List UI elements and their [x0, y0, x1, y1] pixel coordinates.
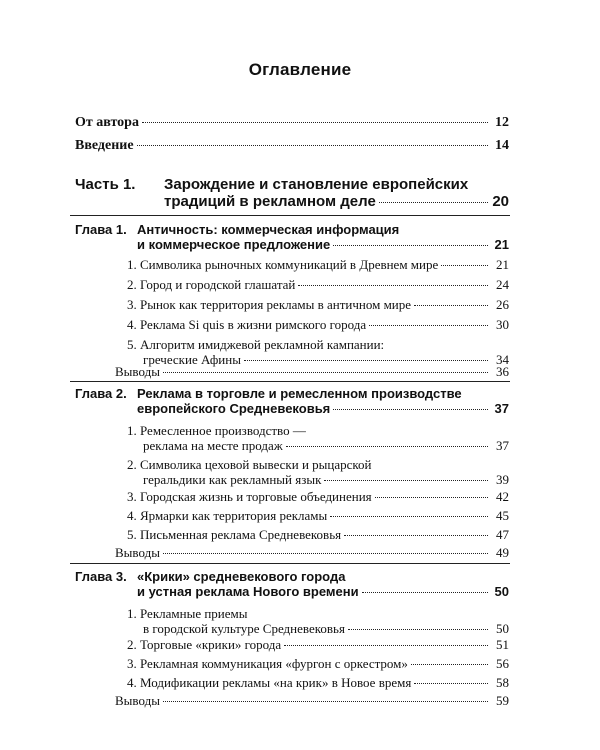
- section-title-line2: в городской культуре Средневековья: [143, 621, 345, 636]
- leader-dots: [375, 497, 488, 498]
- toc-section[interactable]: [127, 297, 509, 312]
- leader-dots: [379, 202, 488, 203]
- section-title: 3. Рынок как территория рекламы в античном мире: [127, 297, 412, 312]
- leader-dots: [142, 122, 488, 123]
- toc-entry-text: От автора: [75, 115, 139, 130]
- section-title-line1: 5. Алгоритм имиджевой рекламной кампании:: [127, 337, 385, 352]
- leader-dots: [284, 645, 488, 646]
- leader-dots: [333, 245, 488, 246]
- section-title-line2: геральдики как рекламный язык: [143, 472, 322, 487]
- toc-section[interactable]: [127, 457, 509, 487]
- leader-dots: [137, 145, 488, 146]
- toc-page-number: 34: [496, 352, 509, 367]
- section-title: 3. Рекламная коммуникация «фургон с оркестром»: [127, 656, 408, 671]
- section-title: 2. Торговые «крики» города: [127, 637, 282, 652]
- toc-page-number: 59: [496, 693, 509, 708]
- toc-page-number: 36: [496, 364, 509, 379]
- section-title: 2. Город и городской глашатай: [127, 277, 296, 292]
- leader-dots: [163, 372, 488, 373]
- toc-section[interactable]: [127, 637, 509, 652]
- toc-conclusion[interactable]: [115, 364, 509, 379]
- toc-page-number: 50: [496, 621, 509, 636]
- toc-chapter-3[interactable]: [75, 569, 509, 599]
- toc-section[interactable]: [127, 277, 509, 292]
- page-title: Оглавление: [248, 60, 352, 79]
- toc-page-number: 58: [496, 675, 509, 690]
- toc-page-number: 56: [496, 656, 509, 671]
- section-title: 3. Городская жизнь и торговые объединения: [127, 489, 372, 504]
- toc-page-number: 37: [496, 438, 509, 453]
- divider: [70, 215, 510, 216]
- toc-section[interactable]: [127, 508, 509, 523]
- section-title: 5. Письменная реклама Средневековья: [127, 527, 342, 542]
- section-title-line2: реклама на месте продаж: [143, 438, 283, 453]
- toc-page-number: 12: [495, 115, 509, 130]
- leader-dots: [348, 629, 488, 630]
- toc-section[interactable]: [127, 675, 509, 690]
- leader-dots: [344, 535, 488, 536]
- conclusion-text: Выводы: [115, 545, 160, 560]
- leader-dots: [244, 360, 488, 361]
- toc-page-number: 21: [496, 257, 509, 272]
- leader-dots: [369, 325, 488, 326]
- toc-part-1[interactable]: [75, 176, 509, 210]
- toc-page-number: 14: [495, 138, 509, 153]
- section-title: 4. Реклама Si quis в жизни римского города: [127, 317, 367, 332]
- section-title: 4. Модификации рекламы «на крик» в Новое время: [127, 675, 412, 690]
- toc-section[interactable]: [127, 337, 509, 367]
- leader-dots: [441, 265, 488, 266]
- toc-chapter-2[interactable]: [75, 386, 509, 416]
- toc-section[interactable]: [127, 257, 509, 272]
- toc-conclusion[interactable]: [115, 693, 509, 708]
- toc-page-number: 42: [496, 489, 509, 504]
- conclusion-text: Выводы: [115, 693, 160, 708]
- leader-dots: [362, 592, 488, 593]
- toc-entry-text: Введение: [75, 138, 134, 153]
- chapter-label: Глава 2.: [75, 386, 127, 401]
- toc-page-number: 21: [494, 237, 509, 252]
- section-title: 1. Символика рыночных коммуникаций в Древнем мире: [127, 257, 439, 272]
- part-title-line1: Зарождение и становление европейских: [164, 176, 469, 193]
- section-title-line1: 1. Ремесленное производство —: [127, 423, 306, 438]
- leader-dots: [298, 285, 488, 286]
- toc-page-number: 24: [496, 277, 509, 292]
- divider: [70, 563, 510, 564]
- chapter-label: Глава 1.: [75, 222, 127, 237]
- leader-dots: [286, 446, 488, 447]
- leader-dots: [414, 683, 488, 684]
- toc-page-number: 49: [496, 545, 509, 560]
- chapter-label: Глава 3.: [75, 569, 127, 584]
- section-title: 4. Ярмарки как территория рекламы: [127, 508, 328, 523]
- toc-chapter-1[interactable]: [75, 222, 509, 252]
- section-title-line1: 2. Символика цеховой вывески и рыцарской: [127, 457, 372, 472]
- toc-entry-author[interactable]: [75, 115, 509, 131]
- toc-section[interactable]: [127, 423, 509, 453]
- toc-page-number: 39: [496, 472, 509, 487]
- chapter-title-line1: «Крики» средневекового города: [137, 569, 346, 584]
- toc-page-number: 26: [496, 297, 509, 312]
- toc-section[interactable]: [127, 606, 509, 636]
- toc-page-number: 20: [492, 193, 509, 210]
- leader-dots: [163, 553, 488, 554]
- toc-section[interactable]: [127, 489, 509, 504]
- leader-dots: [163, 701, 488, 702]
- conclusion-text: Выводы: [115, 364, 160, 379]
- divider: [70, 381, 510, 382]
- leader-dots: [324, 480, 488, 481]
- chapter-title-line1: Античность: коммерческая информация: [137, 222, 400, 237]
- part-title-line2: традиций в рекламном деле: [164, 193, 376, 210]
- chapter-title-line1: Реклама в торговле и ремесленном производстве: [137, 386, 462, 401]
- toc-conclusion[interactable]: [115, 545, 509, 560]
- section-title-line1: 1. Рекламные приемы: [127, 606, 248, 621]
- leader-dots: [414, 305, 488, 306]
- leader-dots: [330, 516, 488, 517]
- toc-page-number: 51: [496, 637, 509, 652]
- leader-dots: [333, 409, 488, 410]
- toc-section[interactable]: [127, 656, 509, 671]
- toc-page-number: 30: [496, 317, 509, 332]
- toc-section[interactable]: [127, 317, 509, 332]
- toc-section[interactable]: [127, 527, 509, 542]
- toc-page-number: 47: [496, 527, 509, 542]
- section-title-line2: греческие Афины: [143, 352, 241, 367]
- toc-page-number: 37: [494, 401, 509, 416]
- chapter-title-line2: европейского Средневековья: [137, 401, 331, 416]
- leader-dots: [411, 664, 488, 665]
- toc-page-number: 50: [494, 584, 509, 599]
- toc-page-number: 45: [496, 508, 509, 523]
- chapter-title-line2: и устная реклама Нового времени: [137, 584, 359, 599]
- toc-entry-intro[interactable]: [75, 138, 509, 154]
- chapter-title-line2: и коммерческое предложение: [137, 237, 331, 252]
- part-label: Часть 1.: [75, 176, 136, 193]
